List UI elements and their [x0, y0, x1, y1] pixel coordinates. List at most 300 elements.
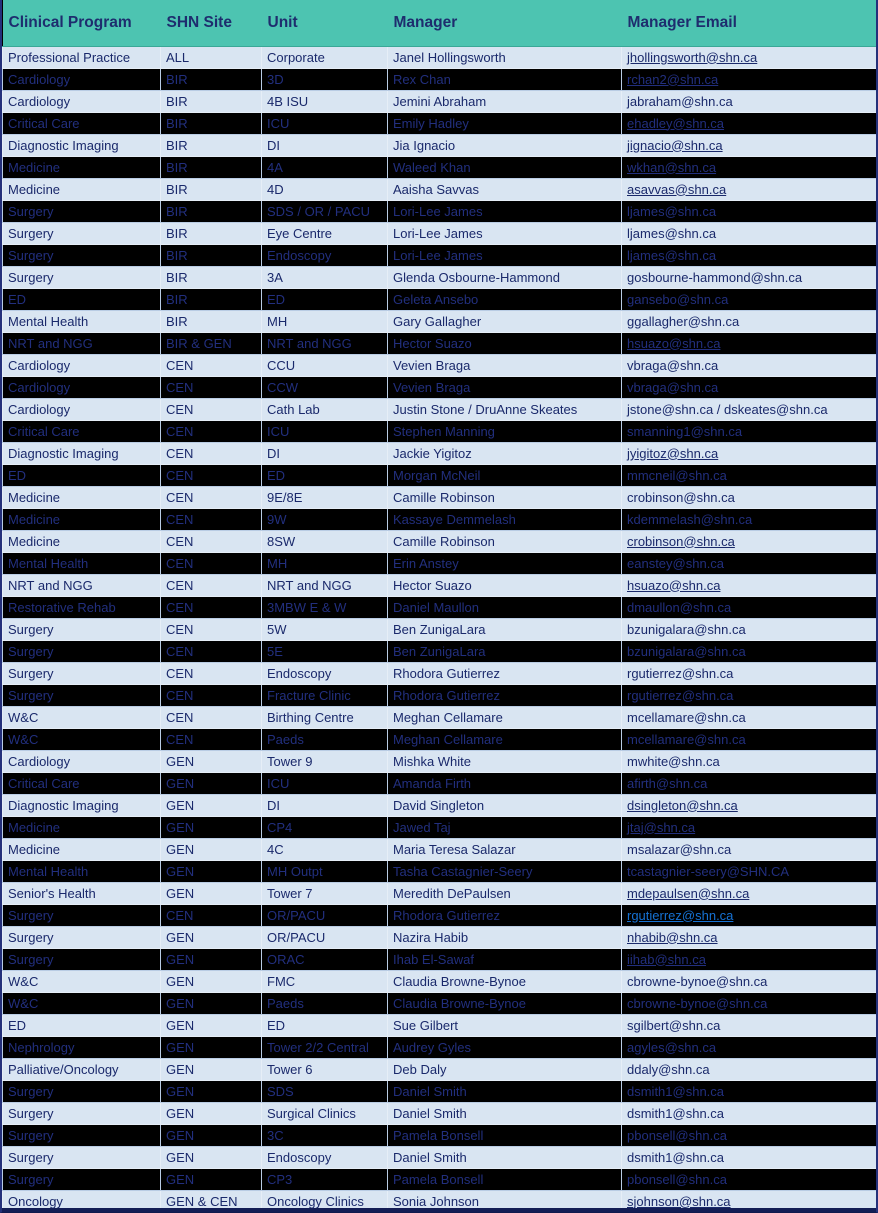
cell-unit: MH [262, 310, 388, 332]
cell-manager-email [622, 398, 877, 420]
cell-shn-site: BIR [161, 266, 262, 288]
cell-clinical-program: W&C [3, 706, 161, 728]
cell-manager: Ben ZunigaLara [388, 640, 622, 662]
cell-manager-email [622, 68, 877, 90]
cell-shn-site: ALL [161, 46, 262, 68]
cell-unit: Tower 9 [262, 750, 388, 772]
cell-unit: OR/PACU [262, 926, 388, 948]
cell-shn-site: BIR & GEN [161, 332, 262, 354]
cell-unit: ICU [262, 112, 388, 134]
cell-manager: Rhodora Gutierrez [388, 904, 622, 926]
table-row [3, 1168, 877, 1190]
cell-shn-site: BIR [161, 200, 262, 222]
cell-clinical-program: Medicine [3, 156, 161, 178]
cell-manager: Maria Teresa Salazar [388, 838, 622, 860]
cell-unit: Surgical Clinics [262, 1102, 388, 1124]
cell-unit: Endoscopy [262, 244, 388, 266]
email-text: eanstey@shn.ca [627, 555, 725, 571]
email-text: mwhite@shn.ca [627, 753, 720, 769]
cell-manager: Daniel Maullon [388, 596, 622, 618]
table-row [3, 662, 877, 684]
cell-manager: Hector Suazo [388, 332, 622, 354]
email-link[interactable]: wkhan@shn.ca [627, 159, 717, 175]
cell-manager-email [622, 200, 877, 222]
email-link[interactable]: rgutierrez@shn.ca [627, 907, 734, 923]
cell-manager-email [622, 970, 877, 992]
cell-manager: Meredith DePaulsen [388, 882, 622, 904]
cell-manager-email [622, 838, 877, 860]
table-row [3, 332, 877, 354]
cell-manager-email [622, 332, 877, 354]
cell-shn-site: BIR [161, 112, 262, 134]
cell-clinical-program: Palliative/Oncology [3, 1058, 161, 1080]
cell-shn-site: GEN [161, 794, 262, 816]
cell-manager-email [622, 486, 877, 508]
email-link[interactable]: mdepaulsen@shn.ca [627, 885, 750, 901]
cell-manager-email [622, 904, 877, 926]
cell-manager-email [622, 508, 877, 530]
cell-clinical-program: Medicine [3, 816, 161, 838]
cell-shn-site: GEN [161, 860, 262, 882]
cell-clinical-program: Surgery [3, 618, 161, 640]
cell-clinical-program: Diagnostic Imaging [3, 134, 161, 156]
table-row [3, 266, 877, 288]
cell-manager: Stephen Manning [388, 420, 622, 442]
cell-manager-email [622, 1058, 877, 1080]
cell-shn-site: CEN [161, 486, 262, 508]
cell-shn-site: GEN [161, 1058, 262, 1080]
cell-shn-site: GEN [161, 772, 262, 794]
cell-clinical-program: Nephrology [3, 1036, 161, 1058]
table-row [3, 684, 877, 706]
cell-unit: Fracture Clinic [262, 684, 388, 706]
table-row [3, 816, 877, 838]
table-row [3, 156, 877, 178]
table-row [3, 354, 877, 376]
email-text: ggallagher@shn.ca [627, 313, 740, 329]
cell-manager-email [622, 244, 877, 266]
email-text: bzunigalara@shn.ca [627, 621, 746, 637]
cell-clinical-program: Surgery [3, 1124, 161, 1146]
cell-unit: Cath Lab [262, 398, 388, 420]
cell-shn-site: GEN [161, 926, 262, 948]
cell-shn-site: BIR [161, 222, 262, 244]
cell-shn-site: CEN [161, 574, 262, 596]
table-row [3, 596, 877, 618]
cell-shn-site: CEN [161, 530, 262, 552]
cell-unit: 9W [262, 508, 388, 530]
cell-manager-email [622, 178, 877, 200]
cell-manager-email [622, 1080, 877, 1102]
table-row [3, 1058, 877, 1080]
email-link[interactable]: jignacio@shn.ca [627, 137, 723, 153]
table-row [3, 618, 877, 640]
cell-shn-site: GEN [161, 948, 262, 970]
manager-contact-table [2, 0, 877, 1213]
email-text: tcastagnier-seery@SHN.CA [627, 863, 790, 879]
cell-clinical-program: Surgery [3, 1102, 161, 1124]
email-text: dmaullon@shn.ca [627, 599, 732, 615]
cell-shn-site: GEN [161, 1014, 262, 1036]
email-text: jstone@shn.ca / dskeates@shn.ca [627, 401, 828, 417]
cell-unit: DI [262, 134, 388, 156]
email-text: smanning1@shn.ca [627, 423, 743, 439]
cell-clinical-program: Medicine [3, 838, 161, 860]
table-row [3, 1014, 877, 1036]
table-row [3, 882, 877, 904]
cell-manager-email [622, 926, 877, 948]
cell-manager-email [622, 596, 877, 618]
cell-shn-site: BIR [161, 68, 262, 90]
cell-manager-email [622, 266, 877, 288]
email-text: dsmith1@shn.ca [627, 1105, 725, 1121]
cell-clinical-program: Mental Health [3, 860, 161, 882]
email-link[interactable]: asavvas@shn.ca [627, 181, 727, 197]
cell-manager-email [622, 530, 877, 552]
email-text: pbonsell@shn.ca [627, 1171, 727, 1187]
cell-unit: SDS / OR / PACU [262, 200, 388, 222]
cell-manager-email [622, 112, 877, 134]
table-row [3, 1124, 877, 1146]
table-row [3, 112, 877, 134]
email-link[interactable]: dsingleton@shn.ca [627, 797, 738, 813]
table-row [3, 772, 877, 794]
cell-clinical-program: Critical Care [3, 772, 161, 794]
cell-manager-email [622, 992, 877, 1014]
cell-shn-site: GEN [161, 1146, 262, 1168]
table-row [3, 750, 877, 772]
table-row [3, 464, 877, 486]
cell-shn-site: CEN [161, 420, 262, 442]
header-manager-email: Manager Email [622, 0, 877, 46]
cell-clinical-program: Critical Care [3, 112, 161, 134]
email-text: ddaly@shn.ca [627, 1061, 710, 1077]
cell-shn-site: GEN & CEN [161, 1190, 262, 1212]
cell-manager: Emily Hadley [388, 112, 622, 134]
cell-clinical-program: Surgery [3, 904, 161, 926]
cell-manager-email [622, 288, 877, 310]
header-row [3, 0, 877, 46]
email-link[interactable]: jyigitoz@shn.ca [627, 445, 719, 461]
cell-manager-email [622, 552, 877, 574]
cell-unit: 4B ISU [262, 90, 388, 112]
cell-unit: ICU [262, 772, 388, 794]
table-row [3, 552, 877, 574]
cell-manager: Pamela Bonsell [388, 1168, 622, 1190]
email-text: bzunigalara@shn.ca [627, 643, 746, 659]
cell-manager: Audrey Gyles [388, 1036, 622, 1058]
cell-unit: 4A [262, 156, 388, 178]
table-row [3, 1036, 877, 1058]
cell-manager-email [622, 464, 877, 486]
email-link[interactable]: rchan2@shn.ca [627, 71, 719, 87]
cell-shn-site: GEN [161, 992, 262, 1014]
cell-manager-email [622, 442, 877, 464]
cell-manager: Janel Hollingsworth [388, 46, 622, 68]
table-header [3, 0, 877, 46]
table-row [3, 838, 877, 860]
email-text: mmcneil@shn.ca [627, 467, 727, 483]
table-row [3, 904, 877, 926]
cell-clinical-program: Surgery [3, 222, 161, 244]
cell-unit: Eye Centre [262, 222, 388, 244]
cell-manager-email [622, 310, 877, 332]
cell-shn-site: BIR [161, 310, 262, 332]
cell-shn-site: CEN [161, 442, 262, 464]
table-row [3, 376, 877, 398]
cell-unit: 9E/8E [262, 486, 388, 508]
cell-clinical-program: Surgery [3, 266, 161, 288]
cell-unit: 4C [262, 838, 388, 860]
cell-manager-email [622, 640, 877, 662]
cell-shn-site: CEN [161, 508, 262, 530]
cell-manager: Lori-Lee James [388, 244, 622, 266]
cell-clinical-program: Cardiology [3, 398, 161, 420]
email-text: gosbourne-hammond@shn.ca [627, 269, 803, 285]
cell-clinical-program: Surgery [3, 640, 161, 662]
cell-clinical-program: W&C [3, 970, 161, 992]
cell-shn-site: CEN [161, 640, 262, 662]
email-link[interactable]: iihab@shn.ca [627, 951, 706, 967]
email-link[interactable]: jtaj@shn.ca [627, 819, 696, 835]
cell-manager-email [622, 134, 877, 156]
cell-shn-site: BIR [161, 134, 262, 156]
cell-shn-site: CEN [161, 354, 262, 376]
cell-shn-site: BIR [161, 156, 262, 178]
cell-manager-email [622, 684, 877, 706]
cell-manager-email [622, 420, 877, 442]
table-row [3, 640, 877, 662]
email-text: rgutierrez@shn.ca [627, 665, 734, 681]
table-row [3, 926, 877, 948]
email-text: msalazar@shn.ca [627, 841, 732, 857]
cell-manager: David Singleton [388, 794, 622, 816]
cell-manager: Justin Stone / DruAnne Skeates [388, 398, 622, 420]
table-row [3, 530, 877, 552]
cell-unit: CP3 [262, 1168, 388, 1190]
email-link[interactable]: nhabib@shn.ca [627, 929, 718, 945]
table-row [3, 508, 877, 530]
header-manager: Manager [388, 0, 622, 46]
cell-manager: Amanda Firth [388, 772, 622, 794]
cell-shn-site: CEN [161, 728, 262, 750]
cell-clinical-program: Medicine [3, 530, 161, 552]
email-text: ljames@shn.ca [627, 203, 717, 219]
cell-shn-site: CEN [161, 706, 262, 728]
cell-manager-email [622, 618, 877, 640]
cell-shn-site: CEN [161, 464, 262, 486]
cell-unit: NRT and NGG [262, 574, 388, 596]
cell-shn-site: CEN [161, 398, 262, 420]
table-row [3, 728, 877, 750]
cell-manager: Daniel Smith [388, 1080, 622, 1102]
cell-shn-site: GEN [161, 1036, 262, 1058]
cell-manager: Jemini Abraham [388, 90, 622, 112]
cell-manager: Sonia Johnson [388, 1190, 622, 1212]
cell-shn-site: CEN [161, 904, 262, 926]
table-row [3, 1080, 877, 1102]
cell-clinical-program: Surgery [3, 244, 161, 266]
cell-unit: ED [262, 464, 388, 486]
cell-clinical-program: Surgery [3, 1146, 161, 1168]
cell-manager: Jackie Yigitoz [388, 442, 622, 464]
cell-manager-email [622, 1146, 877, 1168]
cell-manager: Jawed Taj [388, 816, 622, 838]
email-link[interactable]: hsuazo@shn.ca [627, 577, 721, 593]
table-row [3, 948, 877, 970]
cell-clinical-program: Senior's Health [3, 882, 161, 904]
cell-unit: DI [262, 794, 388, 816]
cell-shn-site: CEN [161, 376, 262, 398]
cell-clinical-program: W&C [3, 992, 161, 1014]
email-link[interactable]: crobinson@shn.ca [627, 533, 735, 549]
cell-unit: 3D [262, 68, 388, 90]
email-text: vbraga@shn.ca [627, 357, 719, 373]
table-row [3, 288, 877, 310]
cell-manager-email [622, 860, 877, 882]
cell-manager-email [622, 354, 877, 376]
cell-manager: Daniel Smith [388, 1146, 622, 1168]
cell-unit: 3MBW E & W [262, 596, 388, 618]
cell-manager: Camille Robinson [388, 486, 622, 508]
email-text: cbrowne-bynoe@shn.ca [627, 973, 768, 989]
cell-clinical-program: Restorative Rehab [3, 596, 161, 618]
cell-unit: Oncology Clinics [262, 1190, 388, 1212]
cell-manager: Kassaye Demmelash [388, 508, 622, 530]
header-unit: Unit [262, 0, 388, 46]
table-row [3, 860, 877, 882]
cell-shn-site: GEN [161, 1080, 262, 1102]
cell-clinical-program: Surgery [3, 1080, 161, 1102]
email-text: ljames@shn.ca [627, 247, 717, 263]
cell-unit: 5E [262, 640, 388, 662]
cell-shn-site: GEN [161, 816, 262, 838]
cell-manager: Aaisha Savvas [388, 178, 622, 200]
table-row [3, 310, 877, 332]
cell-manager: Glenda Osbourne-Hammond [388, 266, 622, 288]
cell-shn-site: CEN [161, 596, 262, 618]
cell-shn-site: BIR [161, 244, 262, 266]
email-text: pbonsell@shn.ca [627, 1127, 727, 1143]
cell-manager: Deb Daly [388, 1058, 622, 1080]
email-text: ljames@shn.ca [627, 225, 717, 241]
email-text: jabraham@shn.ca [627, 93, 733, 109]
table-row [3, 398, 877, 420]
table-row [3, 706, 877, 728]
cell-shn-site: CEN [161, 552, 262, 574]
cell-unit: FMC [262, 970, 388, 992]
email-link[interactable]: jhollingsworth@shn.ca [627, 49, 758, 65]
cell-unit: Birthing Centre [262, 706, 388, 728]
cell-unit: Endoscopy [262, 662, 388, 684]
email-link[interactable]: hsuazo@shn.ca [627, 335, 721, 351]
cell-clinical-program: Cardiology [3, 90, 161, 112]
cell-manager-email [622, 376, 877, 398]
cell-unit: SDS [262, 1080, 388, 1102]
cell-clinical-program: ED [3, 1014, 161, 1036]
cell-shn-site: CEN [161, 662, 262, 684]
email-text: dsmith1@shn.ca [627, 1083, 725, 1099]
table-row [3, 46, 877, 68]
cell-unit: Paeds [262, 728, 388, 750]
cell-clinical-program: W&C [3, 728, 161, 750]
cell-unit: CP4 [262, 816, 388, 838]
cell-manager: Gary Gallagher [388, 310, 622, 332]
cell-manager: Meghan Cellamare [388, 706, 622, 728]
cell-shn-site: CEN [161, 618, 262, 640]
table-row [3, 1146, 877, 1168]
cell-manager-email [622, 46, 877, 68]
cell-clinical-program: Cardiology [3, 376, 161, 398]
table-row [3, 442, 877, 464]
cell-clinical-program: Professional Practice [3, 46, 161, 68]
cell-unit: Tower 7 [262, 882, 388, 904]
cell-manager-email [622, 728, 877, 750]
cell-clinical-program: Cardiology [3, 750, 161, 772]
cell-unit: NRT and NGG [262, 332, 388, 354]
cell-manager: Vevien Braga [388, 354, 622, 376]
email-link[interactable]: ehadley@shn.ca [627, 115, 725, 131]
cell-manager-email [622, 816, 877, 838]
table-row [3, 486, 877, 508]
cell-clinical-program: Surgery [3, 684, 161, 706]
cell-manager-email [622, 156, 877, 178]
header-shn-site: SHN Site [161, 0, 262, 46]
cell-clinical-program: NRT and NGG [3, 574, 161, 596]
cell-shn-site: CEN [161, 684, 262, 706]
cell-clinical-program: Cardiology [3, 354, 161, 376]
email-text: agyles@shn.ca [627, 1039, 717, 1055]
cell-shn-site: BIR [161, 288, 262, 310]
table-row [3, 68, 877, 90]
cell-manager: Daniel Smith [388, 1102, 622, 1124]
email-link[interactable]: sjohnson@shn.ca [627, 1193, 731, 1209]
cell-manager: Morgan McNeil [388, 464, 622, 486]
cell-clinical-program: Oncology [3, 1190, 161, 1212]
cell-manager: Rhodora Gutierrez [388, 662, 622, 684]
cell-shn-site: GEN [161, 970, 262, 992]
cell-clinical-program: Critical Care [3, 420, 161, 442]
table-row [3, 992, 877, 1014]
cell-clinical-program: Diagnostic Imaging [3, 794, 161, 816]
cell-unit: Tower 2/2 Central [262, 1036, 388, 1058]
cell-manager-email [622, 222, 877, 244]
cell-manager-email [622, 882, 877, 904]
cell-manager: Sue Gilbert [388, 1014, 622, 1036]
cell-shn-site: GEN [161, 750, 262, 772]
cell-unit: ED [262, 288, 388, 310]
cell-manager: Lori-Lee James [388, 200, 622, 222]
cell-unit: CCU [262, 354, 388, 376]
cell-clinical-program: Surgery [3, 662, 161, 684]
cell-manager: Rex Chan [388, 68, 622, 90]
cell-unit: 3C [262, 1124, 388, 1146]
cell-unit: Corporate [262, 46, 388, 68]
cell-unit: Endoscopy [262, 1146, 388, 1168]
cell-unit: 5W [262, 618, 388, 640]
cell-clinical-program: NRT and NGG [3, 332, 161, 354]
table-row [3, 574, 877, 596]
table-row [3, 794, 877, 816]
cell-manager-email [622, 1014, 877, 1036]
email-text: gansebo@shn.ca [627, 291, 729, 307]
cell-clinical-program: Surgery [3, 200, 161, 222]
cell-clinical-program: Mental Health [3, 310, 161, 332]
email-text: afirth@shn.ca [627, 775, 708, 791]
table-body [3, 46, 877, 1212]
cell-manager: Claudia Browne-Bynoe [388, 992, 622, 1014]
cell-manager: Erin Anstey [388, 552, 622, 574]
